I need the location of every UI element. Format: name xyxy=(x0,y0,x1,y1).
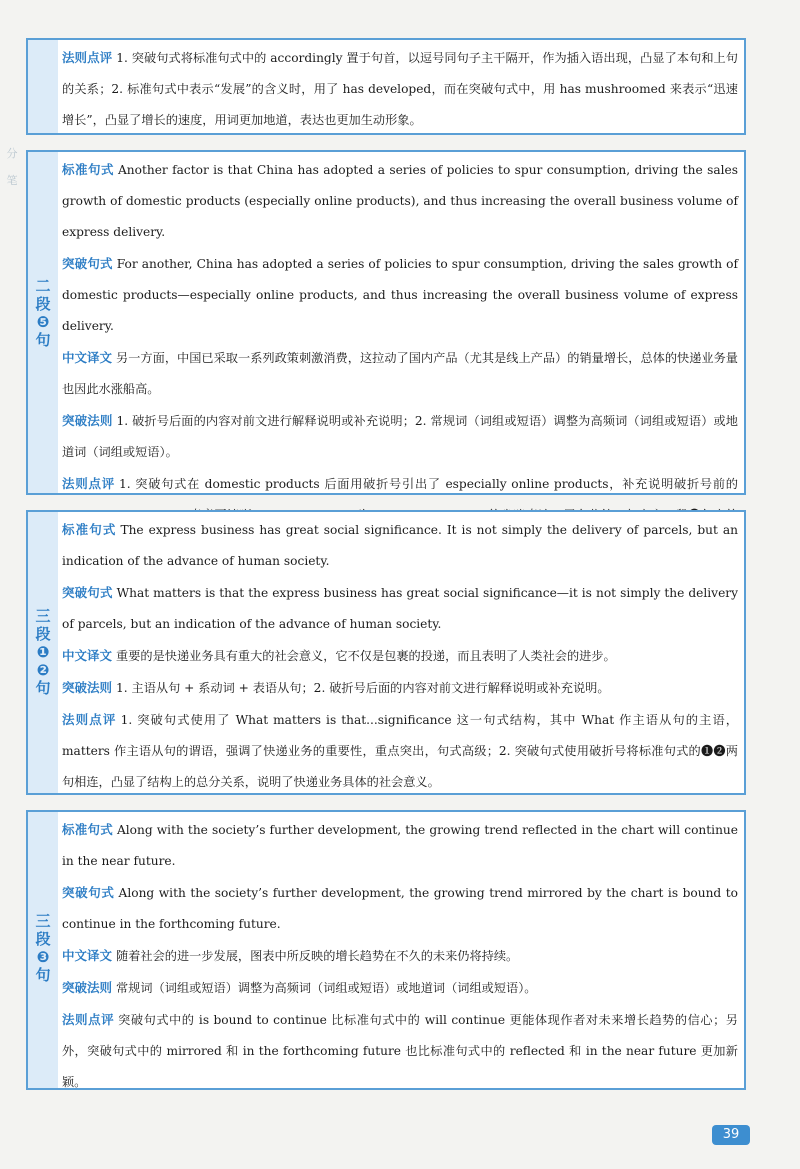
item-text: 突破句式中的 is bound to continue 比标准句式中的 will continue 更能体现作者对未来增长趋势的信心；另外，突破句式中的 mirrored 和 in the forthcoming future 也比标准句式中的 reflected 和 in the near future 更加新颖。 xyxy=(62,1013,738,1089)
item-label: 法则点评 xyxy=(62,50,113,65)
item-text: 1. 破折号后面的内容对前文进行解释说明或补充说明；2. 常规词（词组或短语）调整为高频词（词组或短语）或地道词（词组或短语）。 xyxy=(62,414,738,459)
page-number: 39 xyxy=(712,1125,750,1145)
breakthrough-sentence xyxy=(62,577,738,640)
margin-text: 分 xyxy=(6,147,18,160)
box-content xyxy=(62,42,738,136)
item-text: 1. 突破句式将标准句式中的 accordingly 置于句首，以逗号同句子主干隔开，作为插入语出现，凸显了本句和上句的关系；2. 标准句式中表示“发展”的含义时，用了 has developed，而在突破句式中，用 has mushroomed 来表示“迅速增长”，凸显了增长的速度，用词更加地道，表达也更加生动形象。 xyxy=(62,51,738,127)
sentence-box-para2-s5 xyxy=(26,150,746,495)
item-label: 中文译文 xyxy=(62,350,113,365)
item-label: 突破句式 xyxy=(62,256,113,271)
item-text: 另一方面，中国已采取一系列政策刺激消费，这拉动了国内产品（尤其是线上产品）的销量增长，总体的快递业务量也因此水涨船高。 xyxy=(62,351,738,396)
breakthrough-rule xyxy=(62,672,738,704)
item-text: 随着社会的进一步发展，图表中所反映的增长趋势在不久的未来仍将持续。 xyxy=(116,949,519,963)
item-text: Along with the society’s further development, the growing trend mirrored by the chart is bound to continue in the forthcoming future. xyxy=(62,886,738,931)
item-text: 重要的是快递业务具有重大的社会意义，它不仅是包裹的投递，而且表明了人类社会的进步。 xyxy=(116,649,616,663)
sentence-box-para3-s1-2 xyxy=(26,510,746,795)
rule-comment xyxy=(62,704,738,798)
item-text: Another factor is that China has adopted a series of policies to spur consumption, driving the sales growth of domestic products (especially online products), and thus increasing the overall business volume of express delivery. xyxy=(62,163,738,239)
item-label: 中文译文 xyxy=(62,948,113,963)
item-text: 常规词（词组或短语）调整为高频词（词组或短语）或地道词（词组或短语）。 xyxy=(116,981,537,995)
item-label: 标准句式 xyxy=(62,162,114,177)
item-text: Along with the society’s further development, the growing trend reflected in the chart will continue in the near future. xyxy=(62,823,738,868)
standard-sentence xyxy=(62,154,738,248)
item-label: 突破句式 xyxy=(62,885,115,900)
box-content xyxy=(62,154,738,562)
item-text: For another, China has adopted a series of policies to spur consumption, driving the sales growth of domestic products—especially online products, and thus increasing the overall business volume of express delivery. xyxy=(62,257,738,333)
rule-comment xyxy=(62,1004,738,1098)
item-label: 标准句式 xyxy=(62,822,113,837)
margin-text: 笔 xyxy=(6,174,18,187)
rule-comment xyxy=(62,42,738,136)
item-text: 1. 突破句式使用了 What matters is that...significance 这一句式结构，其中 What 作主语从句的主语，matters 作主语从句的谓语，强调了快递业务的重要性，重点突出，句式高级；2. 突破句式使用破折号将标准句式的❶❷两句相连，凸显了结构上的总分关系，说明了快递业务具体的社会意义。 xyxy=(62,713,738,789)
standard-sentence xyxy=(62,814,738,877)
breakthrough-sentence xyxy=(62,877,738,940)
comment-box-1 xyxy=(26,38,746,135)
item-text: The express business has great social significance. It is not simply the delivery of parcels, but an indication of the advance of human society. xyxy=(62,523,738,568)
item-label: 突破句式 xyxy=(62,585,113,600)
breakthrough-rule xyxy=(62,972,738,1004)
standard-sentence xyxy=(62,514,738,577)
chinese-translation xyxy=(62,940,738,972)
section-label: 三 段 ❸ 句 xyxy=(35,912,51,984)
item-text: 1. 主语从句 + 系动词 + 表语从句；2. 破折号后面的内容对前文进行解释说明或补充说明。 xyxy=(116,681,610,695)
item-label: 中文译文 xyxy=(62,648,113,663)
chinese-translation xyxy=(62,640,738,672)
section-label: 三 段 ❶ ❷ 句 xyxy=(35,607,51,697)
item-label: 突破法则 xyxy=(62,413,113,428)
item-label: 法则点评 xyxy=(62,712,117,727)
box-content xyxy=(62,814,738,1098)
sentence-box-para3-s3 xyxy=(26,810,746,1090)
box-sidebar xyxy=(28,40,58,133)
chinese-translation xyxy=(62,342,738,405)
item-label: 突破法则 xyxy=(62,680,113,695)
item-label: 法则点评 xyxy=(62,476,116,491)
item-label: 突破法则 xyxy=(62,980,113,995)
section-label: 二 段 ❺ 句 xyxy=(35,277,51,349)
item-text: What matters is that the express business has great social significance—it is not simply the delivery of parcels, but an indication of the advance of human society. xyxy=(62,586,738,631)
box-content xyxy=(62,514,738,798)
item-label: 标准句式 xyxy=(62,522,117,537)
breakthrough-sentence xyxy=(62,248,738,342)
item-label: 法则点评 xyxy=(62,1012,115,1027)
item-text: 1. 突破句式在 domestic products 后面用破折号引出了 especially online products，补充说明破折号前的 xyxy=(119,477,738,491)
breakthrough-rule xyxy=(62,405,738,468)
